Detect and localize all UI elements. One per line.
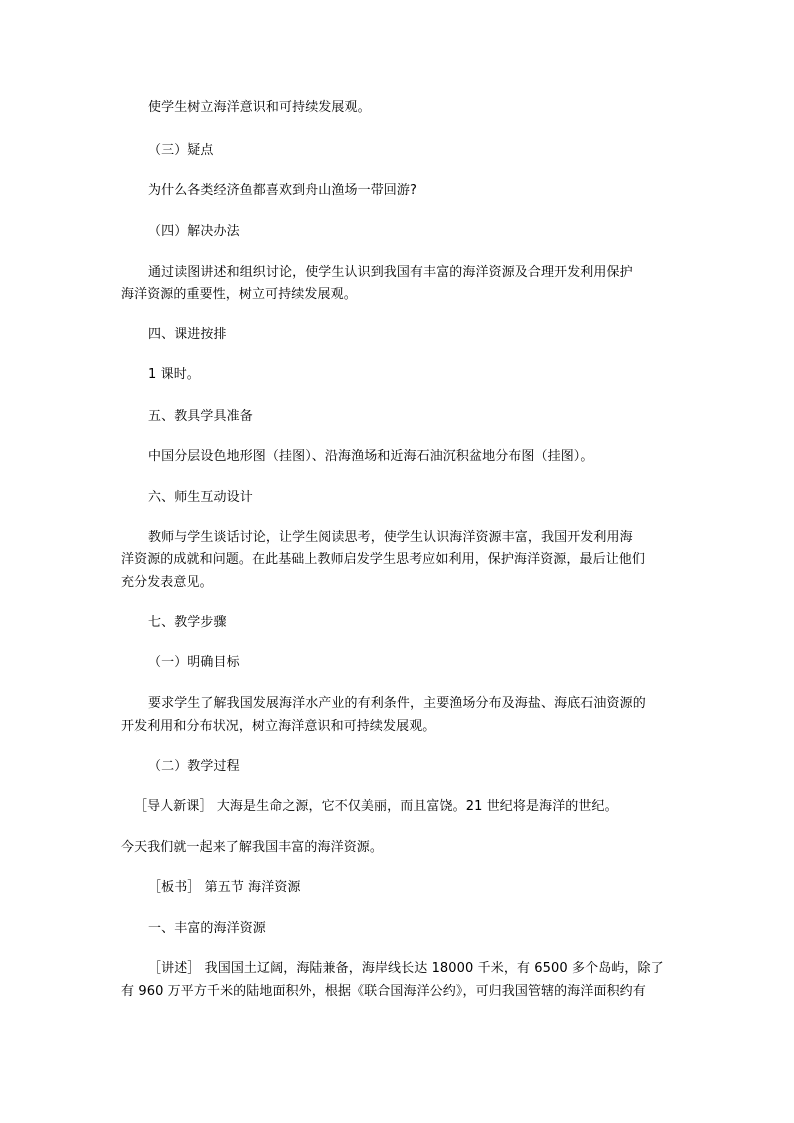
section-heading: 四、课进按排 <box>148 327 227 342</box>
text-line: 教师与学生谈话讨论，让学生阅读思考，使学生认识海洋资源丰富，我国开发利用海 <box>148 530 633 545</box>
section-heading: （四）解决办法 <box>148 224 240 239</box>
text-line: 充分发表意见。 <box>121 575 213 590</box>
text-line: 开发利用和分布状况，树立海洋意识和可持续发展观。 <box>121 719 436 734</box>
section-heading: （三）疑点 <box>148 143 214 158</box>
section-heading: 六、师生互动设计 <box>148 490 253 505</box>
text-line: 中国分层设色地形图（挂图）、沿海渔场和近海石油沉积盆地分布图（挂图）。 <box>148 449 594 464</box>
text-line: 今天我们就一起来了解我国丰富的海洋资源。 <box>121 840 384 855</box>
section-heading: ［板书］ 第五节 海洋资源 <box>148 880 301 895</box>
text-line: ［讲述］ 我国国土辽阔，海陆兼备，海岸线长达 18000 千米，有 6500 多个岛屿，除了 <box>148 961 664 976</box>
section-heading: （二）教学过程 <box>148 759 240 774</box>
section-heading: 七、教学步骤 <box>148 615 227 630</box>
section-heading: 五、教具学具准备 <box>148 409 253 424</box>
text-line: 1 课时。 <box>148 367 200 382</box>
text-line: 海洋资源的重要性，树立可持续发展观。 <box>121 287 357 302</box>
text-line: 要求学生了解我国发展海洋水产业的有利条件，主要渔场分布及海盐、海底石油资源的 <box>148 696 646 711</box>
section-heading: 一、丰富的海洋资源 <box>148 921 266 936</box>
text-line: 有 960 万平方千米的陆地面积外，根据《联合国海洋公约》，可归我国管辖的海洋面积约有 <box>121 984 646 999</box>
section-heading: （一）明确目标 <box>148 655 240 670</box>
text-line: 为什么各类经济鱼都喜欢到舟山渔场一带回游? <box>148 183 417 198</box>
text-line: 洋资源的成就和问题。在此基础上教师启发学生思考应如利用，保护海洋资源，最后让他们 <box>121 552 646 567</box>
text-line: 使学生树立海洋意识和可持续发展观。 <box>148 100 371 115</box>
text-line: ［导人新课］ 大海是生命之源，它不仅美丽，而且富饶。21 世纪将是海洋的世纪。 <box>134 799 618 814</box>
text-line: 通过读图讲述和组织讨论，使学生认识到我国有丰富的海洋资源及合理开发利用保护 <box>148 265 633 280</box>
